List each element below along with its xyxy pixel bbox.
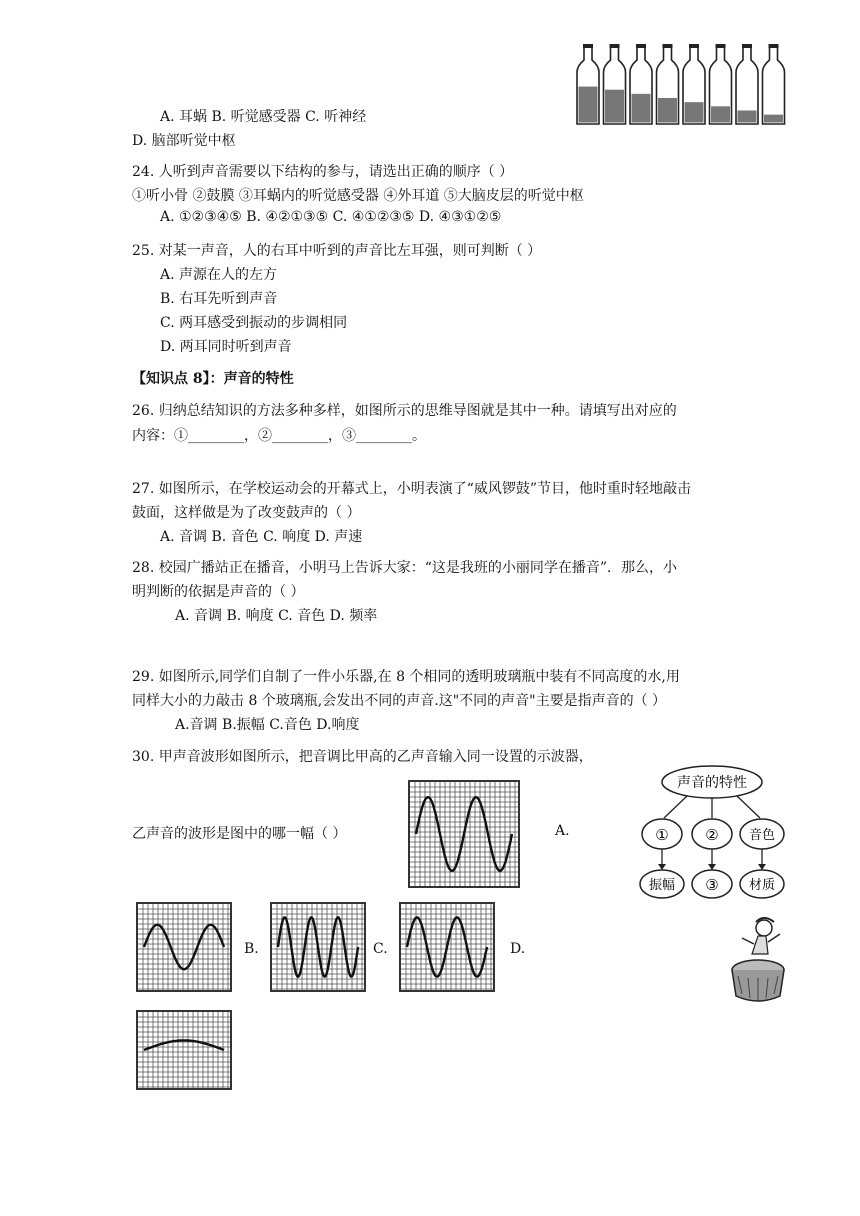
oscilloscope-figure-a — [136, 902, 232, 992]
label-b: B. — [244, 941, 259, 957]
mindmap-root-text: 声音的特性 — [677, 775, 747, 791]
bottle — [736, 44, 758, 124]
q23-options-line: A. 耳蜗 B. 听觉感受器 C. 听神经 — [160, 109, 367, 125]
bottle — [657, 44, 679, 124]
mindmap-child-3-text: 材质 — [748, 878, 776, 893]
q28-line2: 明判断的依据是声音的（ ） — [132, 584, 305, 600]
mindmap-node-3-text: 音色 — [748, 828, 776, 843]
mindmap-child-1-text: 振幅 — [648, 878, 676, 893]
q29-line2: 同样大小的力敲击 8 个玻璃瓶,会发出不同的声音.这"不同的声音"主要是指声音的（ ） — [132, 693, 667, 709]
oscilloscope-figure-c — [399, 902, 495, 992]
q26-line1: 26. 归纳总结知识的方法多种多样，如图所示的思维导图就是其中一种。请填写出对应的 — [132, 403, 677, 419]
waveform-plot — [138, 1012, 230, 1088]
waveform-line — [278, 917, 358, 976]
q28-options: A. 音调 B. 响度 C. 音色 D. 频率 — [175, 608, 378, 624]
q27-line1: 27. 如图所示，在学校运动会的开幕式上，小明表演了“威风锣鼓”节目，他时重时轻地敲击 — [132, 481, 692, 497]
q24-items: ①听小骨 ②鼓膜 ③耳蜗内的听觉感受器 ④外耳道 ⑤大脑皮层的听觉中枢 — [132, 188, 584, 204]
q25-option-d: D. 两耳同时听到声音 — [160, 339, 292, 355]
mindmap-node-2-text: ② — [705, 826, 719, 844]
q26-line2: 内容：①________，②________，③________。 — [132, 428, 426, 444]
q30-line2: 乙声音的波形是图中的哪一幅（ ） — [132, 826, 347, 842]
q25-option-a: A. 声源在人的左方 — [160, 267, 278, 283]
drummer-figure — [728, 914, 788, 1006]
oscilloscope-figure-d — [136, 1010, 232, 1090]
q29-line1: 29. 如图所示,同学们自制了一件小乐器,在 8 个相同的透明玻璃瓶中装有不同高度的水,用 — [132, 669, 680, 685]
q24-stem: 24. 人听到声音需要以下结构的参与，请选出正确的顺序（ ） — [132, 164, 514, 180]
label-a: A. — [555, 823, 570, 839]
waveform-plot — [272, 904, 364, 990]
section-heading: 【知识点 8】：声音的特性 — [132, 371, 294, 387]
oscilloscope-figure-jia — [408, 780, 520, 888]
q29-options: A.音调 B.振幅 C.音色 D.响度 — [175, 717, 360, 733]
bottles-figure — [574, 42, 788, 128]
q30-line1: 30. 甲声音波形如图所示，把音调比甲高的乙声音输入同一设置的示波器， — [132, 749, 593, 765]
oscilloscope-figure-b — [270, 902, 366, 992]
mindmap-node-1-text: ① — [655, 826, 669, 844]
waveform-plot — [410, 782, 518, 886]
q23-option-d: D. 脑部听觉中枢 — [132, 133, 236, 149]
bottle — [577, 44, 599, 124]
bottle — [763, 44, 785, 124]
bottle — [630, 44, 652, 124]
q28-line1: 28. 校园广播站正在播音，小明马上告诉大家：“这是我班的小丽同学在播音”．那么，小 — [132, 560, 678, 576]
waveform-line — [144, 925, 224, 969]
q25-option-b: B. 右耳先听到声音 — [160, 291, 278, 307]
q25-stem: 25. 对某一声音，人的右耳中听到的声音比左耳强，则可判断（ ） — [132, 243, 542, 259]
q25-option-c: C. 两耳感受到振动的步调相同 — [160, 315, 348, 331]
waveform-plot — [138, 904, 230, 990]
q27-line2: 鼓面，这样做是为了改变鼓声的（ ） — [132, 505, 361, 521]
waveform-plot — [401, 904, 493, 990]
bottle — [710, 44, 732, 124]
waveform-line — [407, 917, 487, 976]
label-c: C. — [373, 941, 388, 957]
label-d: D. — [510, 941, 526, 957]
q27-options: A. 音调 B. 音色 C. 响度 D. 声速 — [160, 529, 363, 545]
mindmap-figure — [632, 760, 792, 902]
bottle — [683, 44, 705, 124]
mindmap-child-2-text: ③ — [705, 876, 719, 894]
bottle — [604, 44, 626, 124]
q24-options: A. ①②③④⑤ B. ④②①③⑤ C. ④①②③⑤ D. ④③①②⑤ — [160, 209, 502, 225]
